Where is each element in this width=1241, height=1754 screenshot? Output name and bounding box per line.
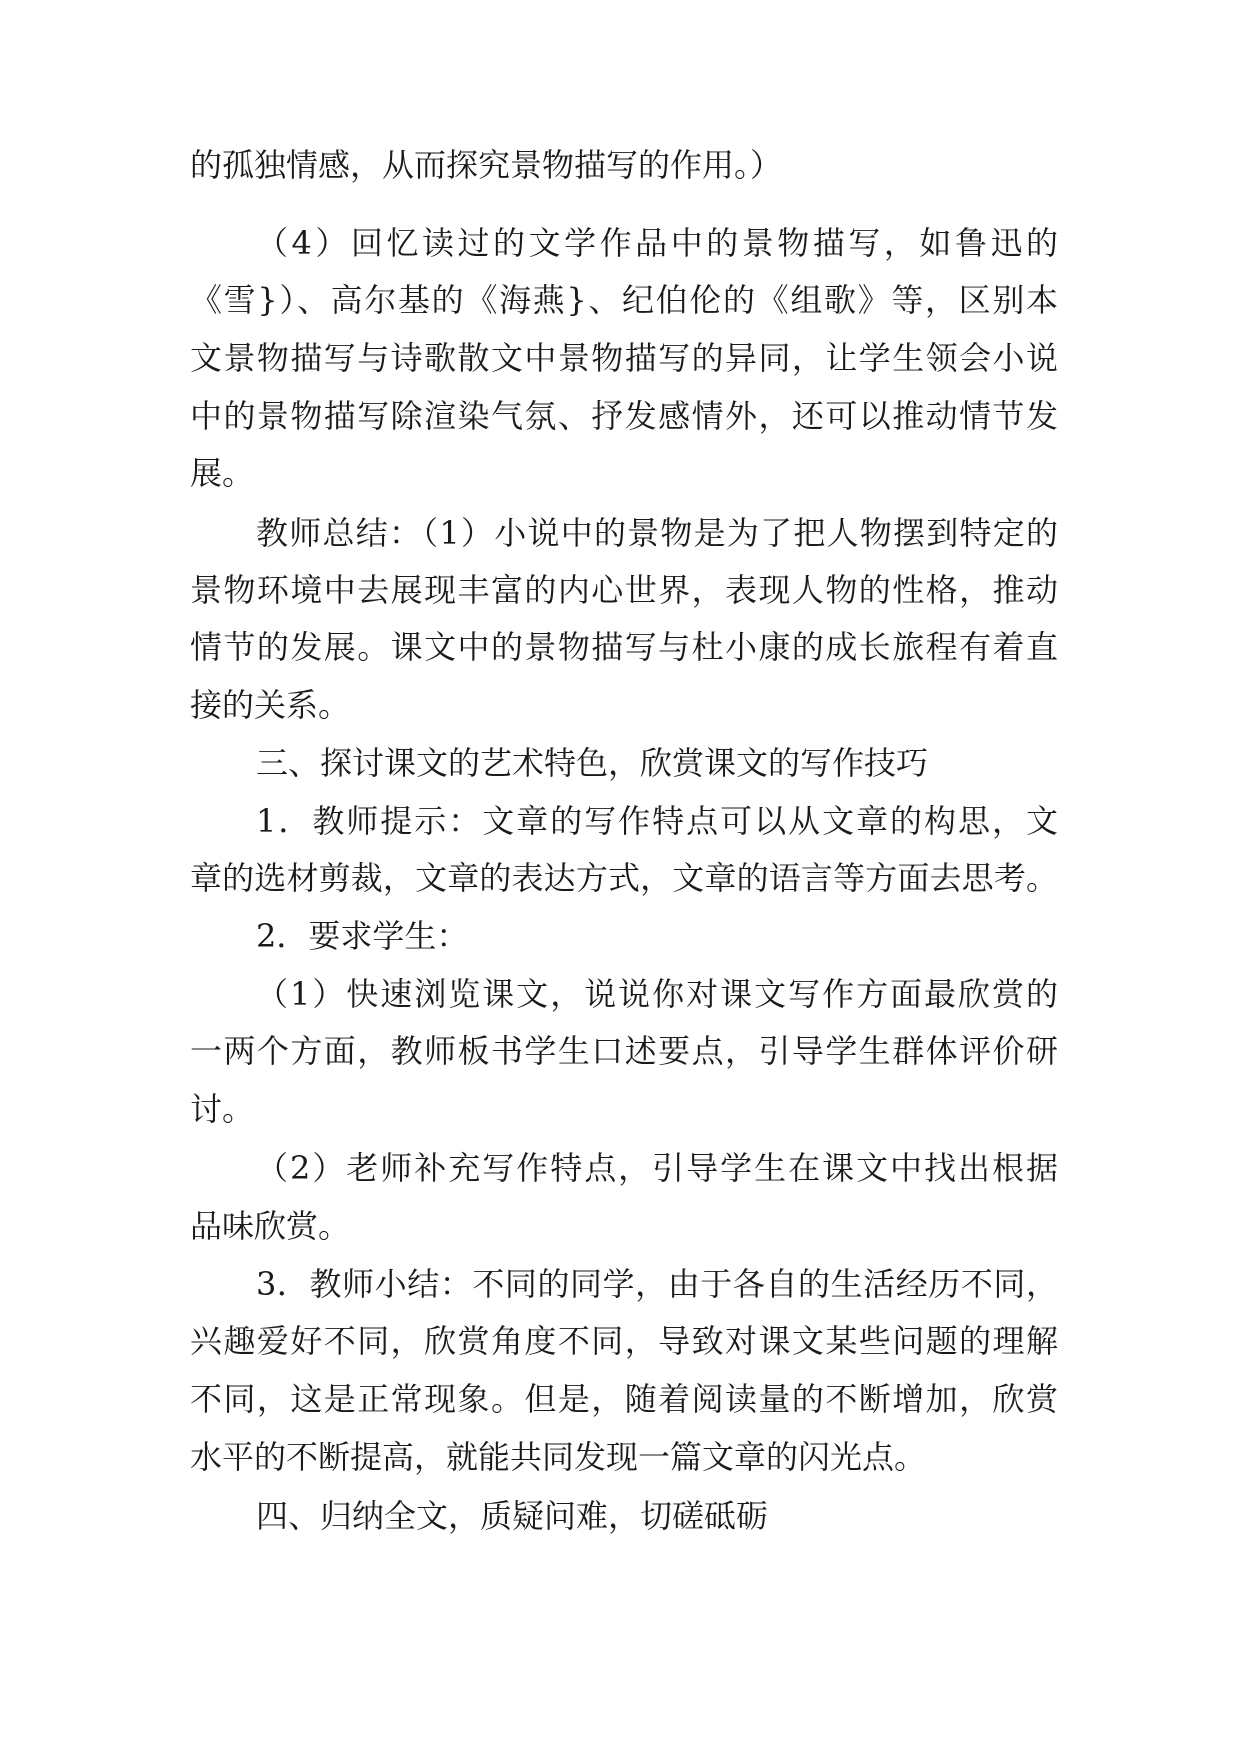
text-line: 1．教师提示：文章的写作特点可以从文章的构思，文 xyxy=(256,802,1058,840)
text-line: 品味欣赏。 xyxy=(190,1207,351,1245)
text-line: 教师总结：（1）小说中的景物是为了把人物摆到特定的 xyxy=(256,514,1058,552)
text-line: 《雪}）、高尔基的《海燕}、纪伯伦的《组歌》等，区别本 xyxy=(190,281,1058,319)
text-line: 中的景物描写除渲染气氛、抒发感情外，还可以推动情节发 xyxy=(190,397,1058,435)
text-line: 情节的发展。课文中的景物描写与杜小康的成长旅程有着直 xyxy=(190,628,1058,666)
text-line: （1）快速浏览课文，说说你对课文写作方面最欣赏的 xyxy=(256,975,1058,1013)
text-line: 2．要求学生： xyxy=(256,917,469,955)
text-line: 接的关系。 xyxy=(190,686,351,724)
text-line: 文景物描写与诗歌散文中景物描写的异同，让学生领会小说 xyxy=(190,339,1058,377)
text-line: 展。 xyxy=(190,454,255,492)
text-line: 章的选材剪裁，文章的表达方式，文章的语言等方面去思考。 xyxy=(190,859,1058,897)
text-line: （4）回忆读过的文学作品中的景物描写，如鲁迅的 xyxy=(256,224,1058,262)
text-line: 兴趣爱好不同，欣赏角度不同，导致对课文某些问题的理解 xyxy=(190,1322,1058,1360)
text-line: 讨。 xyxy=(190,1090,255,1128)
text-line: 一两个方面，教师板书学生口述要点，引导学生群体评价研 xyxy=(190,1032,1058,1070)
text-line: （2）老师补充写作特点，引导学生在课文中找出根据 xyxy=(256,1149,1058,1187)
section-heading: 四、归纳全文，质疑问难，切磋砥砺 xyxy=(256,1497,769,1535)
section-heading: 三、探讨课文的艺术特色，欣赏课文的写作技巧 xyxy=(256,744,929,782)
text-line: 景物环境中去展现丰富的内心世界，表现人物的性格，推动 xyxy=(190,571,1058,609)
text-line: 不同，这是正常现象。但是，随着阅读量的不断增加，欣赏 xyxy=(190,1380,1058,1418)
text-line: 3．教师小结：不同的同学，由于各自的生活经历不同， xyxy=(256,1265,1058,1303)
text-line: 的孤独情感，从而探究景物描写的作用。） xyxy=(190,146,783,184)
text-line: 水平的不断提高，就能共同发现一篇文章的闪光点。 xyxy=(190,1438,927,1476)
